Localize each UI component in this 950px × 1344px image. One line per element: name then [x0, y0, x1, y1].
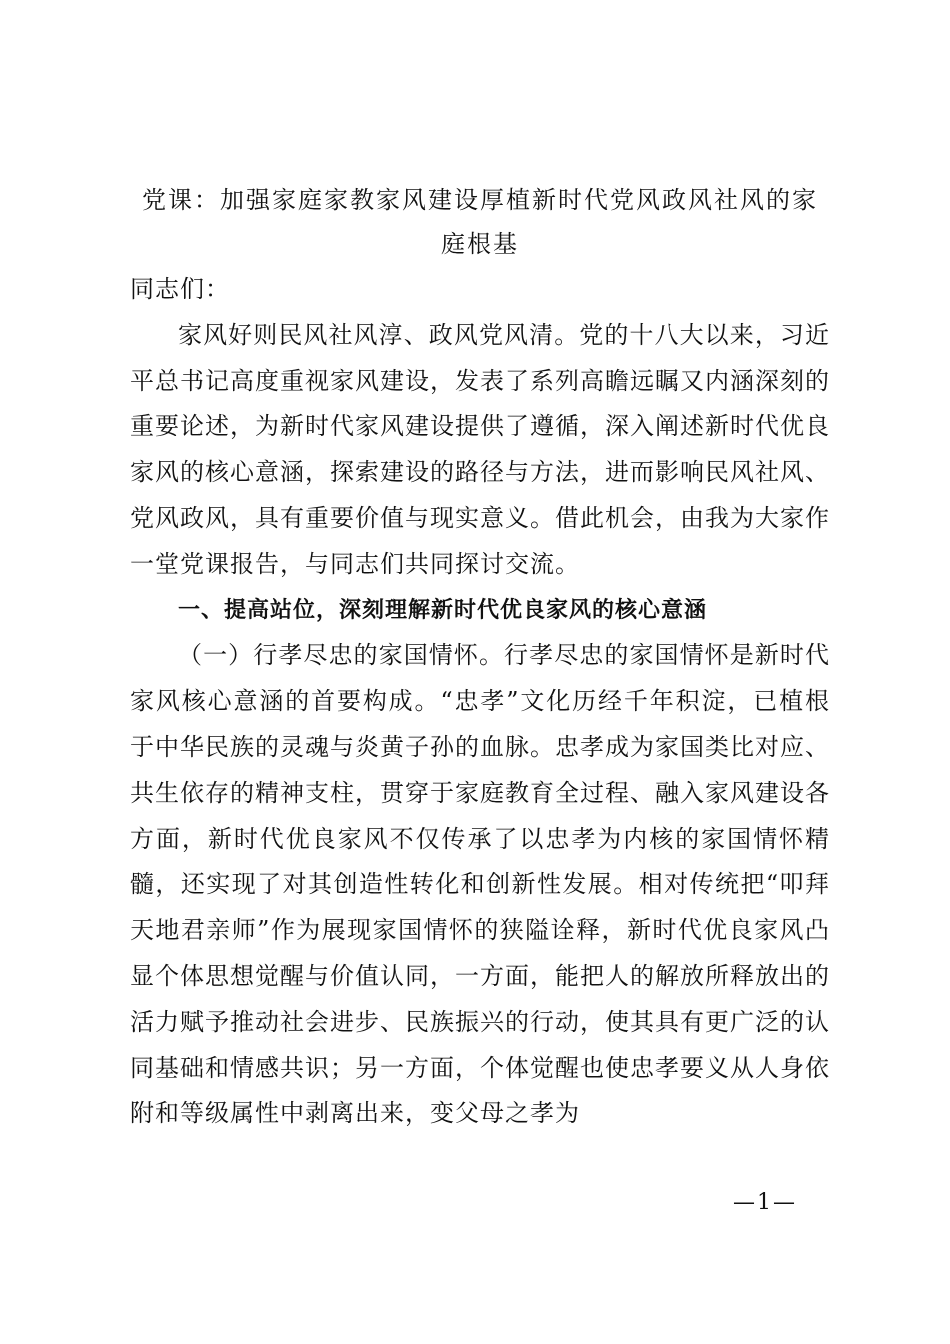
section-paragraph: （一）行孝尽忠的家国情怀。行孝尽忠的家国情怀是新时代家风核心意涵的首要构成。“忠孝”文化历经千年积淀，已植根于中华民族的灵魂与炎黄子孙的血脉。忠孝成为家国类比对应、共生依存的精神支柱，贯穿于家庭教育全过程、融入家风建设各方面，新时代优良家风不仅传承了以忠孝为内核的家国情怀精髓，还实现了对其创造性转化和创新性发展。相对传统把“叩拜天地君亲师”作为展现家国情怀的狭隘诠释，新时代优良家风凸显个体思想觉醒与价值认同，一方面，能把人的解放所释放出的活力赋予推动社会进步、民族振兴的行动，使其具有更广泛的认同基础和情感共识；另一方面，个体觉醒也使忠孝要义从人身依附和等级属性中剥离出来，变父母之孝为: [130, 641, 830, 1128]
salutation: 同志们：: [130, 275, 230, 303]
document-body: [130, 267, 830, 1137]
document-title: 党课：加强家庭家教家风建设厚植新时代党风政风社风的家庭根基: [142, 186, 818, 258]
page-number: —1—: [733, 1190, 797, 1215]
intro-paragraph: 家风好则民风社风淳、政风党风清。党的十八大以来，习近平总书记高度重视家风建设，发表了系列高瞻远瞩又内涵深刻的重要论述，为新时代家风建设提供了遵循，深入阐述新时代优良家风的核心意涵，探索建设的路径与方法，进而影响民风社风、党风政风，具有重要价值与现实意义。借此机会，由我为大家作一堂党课报告，与同志们共同探讨交流。: [130, 320, 830, 578]
section-heading: 一、提高站位，深刻理解新时代优良家风的核心意涵: [178, 597, 708, 623]
